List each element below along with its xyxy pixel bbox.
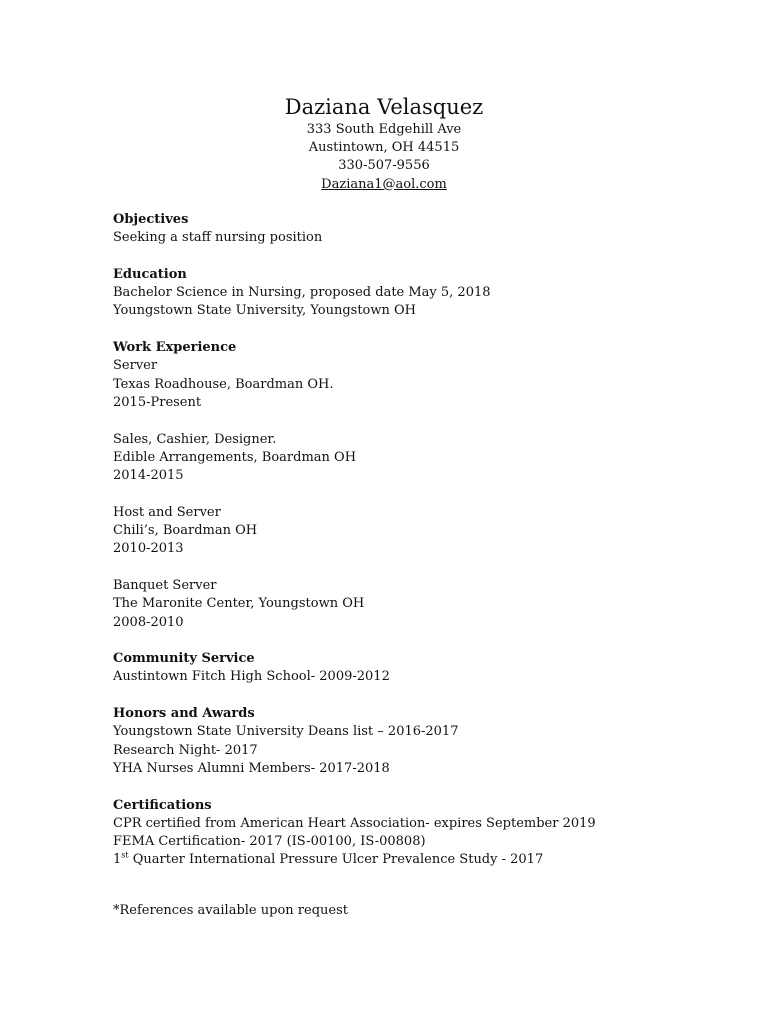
job-title: Sales, Cashier, Designer.	[113, 431, 277, 447]
study-ordinal-number: 1	[113, 852, 122, 868]
objectives-section	[113, 211, 673, 248]
honor-line: Research Night- 2017	[113, 742, 258, 758]
degree-line: Bachelor Science in Nursing, proposed date May 5, 2018	[113, 285, 491, 301]
work-experience-section	[113, 339, 673, 632]
resume-body	[113, 211, 673, 888]
study-ordinal-suffix: st	[121, 851, 129, 861]
honor-line: Youngstown State University Deans list – 2016-2017	[113, 724, 459, 740]
job-dates: 2014-2015	[113, 468, 184, 484]
job-entry	[113, 577, 673, 632]
city-state-zip: Austintown, OH 44515	[308, 140, 460, 156]
certification-line: CPR certified from American Heart Association- expires September 2019	[113, 815, 596, 831]
objectives-heading: Objectives	[113, 212, 189, 227]
community-service-section	[113, 650, 673, 687]
study-line	[113, 851, 673, 869]
education-section	[113, 266, 673, 321]
applicant-name: Daziana Velasquez	[284, 95, 484, 119]
work-experience-heading: Work Experience	[113, 340, 237, 356]
study-text: Quarter International Pressure Ulcer Prevalence Study - 2017	[128, 852, 544, 868]
community-service-heading: Community Service	[113, 651, 255, 667]
references-note: *References available upon request	[113, 903, 348, 918]
job-employer: Chili’s, Boardman OH	[113, 523, 258, 539]
street-address: 333 South Edgehill Ave	[306, 122, 462, 137]
objectives-text: Seeking a staff nursing position	[113, 230, 323, 246]
community-service-line: Austintown Fitch High School- 2009-2012	[113, 669, 390, 685]
email-link[interactable]: Daziana1@aol.com	[321, 176, 447, 192]
job-title: Host and Server	[113, 504, 221, 520]
job-dates: 2015-Present	[113, 394, 202, 410]
phone-number: 330-507-9556	[338, 158, 430, 174]
job-entry	[113, 357, 673, 412]
job-entry	[113, 431, 673, 486]
honors-section	[113, 705, 673, 778]
certification-line: FEMA Certification- 2017 (IS-00100, IS-00808)	[113, 834, 426, 850]
honors-heading: Honors and Awards	[113, 706, 255, 722]
job-employer: The Maronite Center, Youngstown OH	[113, 596, 365, 612]
job-employer: Edible Arrangements, Boardman OH	[113, 449, 357, 465]
job-dates: 2010-2013	[113, 541, 184, 557]
school-line: Youngstown State University, Youngstown OH	[113, 303, 416, 319]
honor-line: YHA Nurses Alumni Members- 2017-2018	[113, 760, 390, 776]
certifications-heading: Certifications	[113, 797, 212, 813]
job-entry	[113, 504, 673, 559]
education-heading: Education	[113, 266, 187, 282]
certifications-section	[113, 797, 673, 870]
job-dates: 2008-2010	[113, 614, 184, 630]
resume-header	[0, 93, 768, 194]
job-title: Server	[113, 358, 158, 374]
job-title: Banquet Server	[113, 577, 217, 593]
job-employer: Texas Roadhouse, Boardman OH.	[113, 376, 334, 392]
